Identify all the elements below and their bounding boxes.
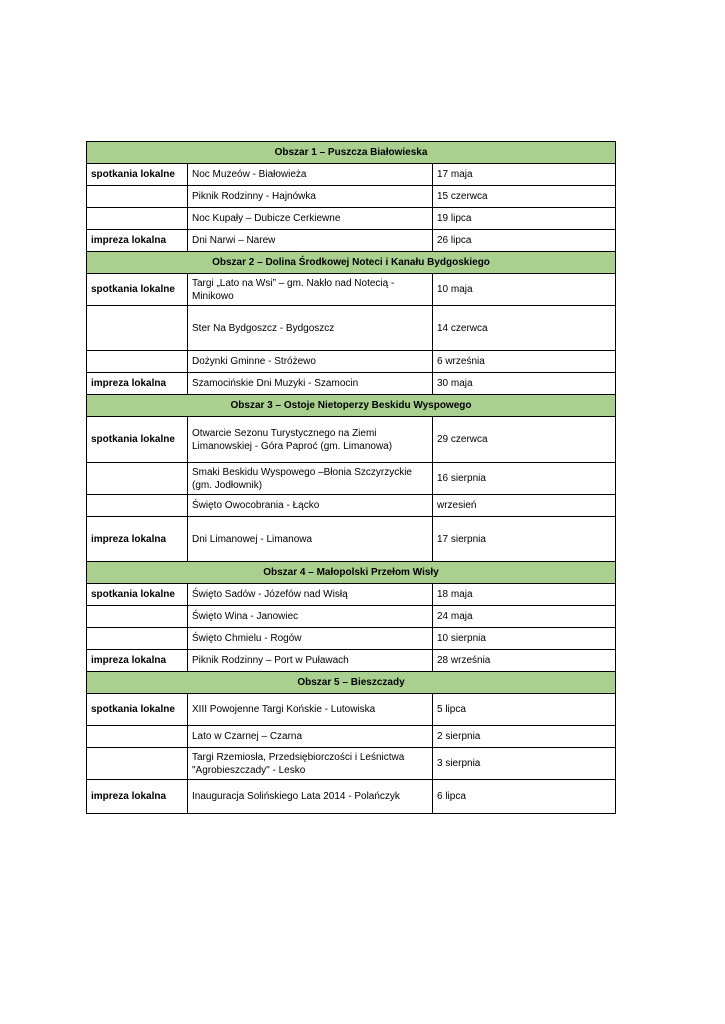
table-row: [87, 650, 616, 672]
table-row: [87, 351, 616, 373]
date-cell: 19 lipca: [433, 208, 616, 230]
category-cell: impreza lokalna: [87, 373, 188, 395]
area-header: [87, 672, 616, 694]
date-cell: 5 lipca: [433, 694, 616, 726]
category-cell: [87, 628, 188, 650]
event-cell: Ster Na Bydgoszcz - Bydgoszcz: [188, 306, 433, 351]
area-title: Obszar 1 – Puszcza Białowieska: [87, 142, 616, 164]
event-cell: Piknik Rodzinny - Hajnówka: [188, 186, 433, 208]
category-cell: [87, 186, 188, 208]
date-cell: 18 maja: [433, 584, 616, 606]
category-cell: [87, 306, 188, 351]
event-cell: Szamocińskie Dni Muzyki - Szamocin: [188, 373, 433, 395]
table-row: [87, 726, 616, 748]
date-cell: 17 sierpnia: [433, 517, 616, 562]
category-cell: spotkania lokalne: [87, 274, 188, 306]
event-cell: Piknik Rodzinny – Port w Puławach: [188, 650, 433, 672]
table-row: [87, 373, 616, 395]
table-row: [87, 230, 616, 252]
events-table: [86, 141, 616, 814]
date-cell: 16 sierpnia: [433, 463, 616, 495]
category-cell: [87, 495, 188, 517]
category-cell: impreza lokalna: [87, 230, 188, 252]
table-row: [87, 694, 616, 726]
event-cell: Inauguracja Solińskiego Lata 2014 - Polańczyk: [188, 780, 433, 814]
table-row: [87, 186, 616, 208]
event-cell: Otwarcie Sezonu Turystycznego na Ziemi Limanowskiej - Góra Paproć (gm. Limanowa): [188, 417, 433, 463]
table-row: [87, 306, 616, 351]
area-header: [87, 395, 616, 417]
table-row: [87, 463, 616, 495]
table-row: [87, 628, 616, 650]
event-cell: Święto Sadów - Józefów nad Wisłą: [188, 584, 433, 606]
date-cell: 10 maja: [433, 274, 616, 306]
event-cell: Dni Narwi – Narew: [188, 230, 433, 252]
category-cell: impreza lokalna: [87, 517, 188, 562]
table-row: [87, 164, 616, 186]
event-cell: Święto Owocobrania - Łącko: [188, 495, 433, 517]
event-cell: Noc Kupały – Dubicze Cerkiewne: [188, 208, 433, 230]
date-cell: 26 lipca: [433, 230, 616, 252]
event-cell: Targi Rzemiosła, Przedsiębiorczości i Leśnictwa "Agrobieszczady" - Lesko: [188, 748, 433, 780]
date-cell: 6 września: [433, 351, 616, 373]
table-row: [87, 417, 616, 463]
event-cell: Noc Muzeów - Białowieża: [188, 164, 433, 186]
area-header: [87, 252, 616, 274]
date-cell: 17 maja: [433, 164, 616, 186]
category-cell: spotkania lokalne: [87, 694, 188, 726]
date-cell: 14 czerwca: [433, 306, 616, 351]
category-cell: spotkania lokalne: [87, 164, 188, 186]
table-row: [87, 495, 616, 517]
table-row: [87, 274, 616, 306]
area-title: Obszar 2 – Dolina Środkowej Noteci i Kanału Bydgoskiego: [87, 252, 616, 274]
area-title: Obszar 4 – Małopolski Przełom Wisły: [87, 562, 616, 584]
table-row: [87, 517, 616, 562]
date-cell: 29 czerwca: [433, 417, 616, 463]
date-cell: 24 maja: [433, 606, 616, 628]
table-row: [87, 584, 616, 606]
event-cell: Targi „Lato na Wsi” – gm. Nakło nad Notecią - Minikowo: [188, 274, 433, 306]
event-cell: Święto Wina - Janowiec: [188, 606, 433, 628]
event-cell: Dni Limanowej - Limanowa: [188, 517, 433, 562]
area-header: [87, 142, 616, 164]
table-row: [87, 748, 616, 780]
area-title: Obszar 5 – Bieszczady: [87, 672, 616, 694]
category-cell: impreza lokalna: [87, 650, 188, 672]
date-cell: 30 maja: [433, 373, 616, 395]
date-cell: 28 września: [433, 650, 616, 672]
date-cell: 10 sierpnia: [433, 628, 616, 650]
category-cell: spotkania lokalne: [87, 584, 188, 606]
date-cell: 3 sierpnia: [433, 748, 616, 780]
table-row: [87, 780, 616, 814]
area-header: [87, 562, 616, 584]
event-cell: Dożynki Gminne - Stróżewo: [188, 351, 433, 373]
table-row: [87, 208, 616, 230]
category-cell: spotkania lokalne: [87, 417, 188, 463]
date-cell: 2 sierpnia: [433, 726, 616, 748]
table-row: [87, 606, 616, 628]
category-cell: [87, 748, 188, 780]
category-cell: [87, 351, 188, 373]
event-cell: Lato w Czarnej – Czarna: [188, 726, 433, 748]
category-cell: [87, 208, 188, 230]
date-cell: wrzesień: [433, 495, 616, 517]
category-cell: impreza lokalna: [87, 780, 188, 814]
event-cell: Święto Chmielu - Rogów: [188, 628, 433, 650]
event-cell: XIII Powojenne Targi Końskie - Lutowiska: [188, 694, 433, 726]
event-cell: Smaki Beskidu Wyspowego –Błonia Szczyrzyckie (gm. Jodłownik): [188, 463, 433, 495]
date-cell: 6 lipca: [433, 780, 616, 814]
area-title: Obszar 3 – Ostoje Nietoperzy Beskidu Wyspowego: [87, 395, 616, 417]
category-cell: [87, 726, 188, 748]
category-cell: [87, 606, 188, 628]
date-cell: 15 czerwca: [433, 186, 616, 208]
category-cell: [87, 463, 188, 495]
